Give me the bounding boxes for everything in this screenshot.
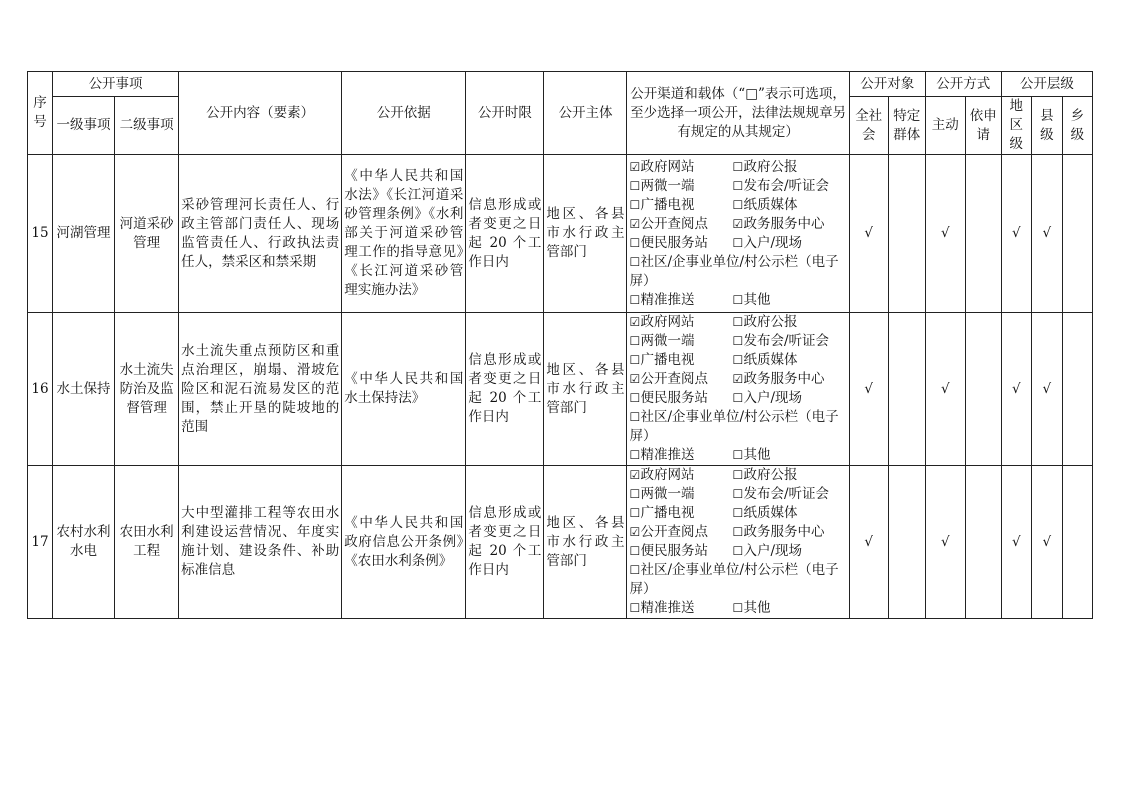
channel-option <box>629 158 732 177</box>
channel-option <box>732 389 846 408</box>
channel-label: 便民服务站 <box>640 234 708 251</box>
channel-label: 政府公报 <box>743 158 798 175</box>
unchecked-box-icon: ☐ <box>732 292 744 307</box>
channel-label: 精准推送 <box>640 600 695 616</box>
row-method-active: √ <box>925 155 965 313</box>
channel-label: 纸质媒体 <box>743 352 798 368</box>
unchecked-box-icon: ☐ <box>629 391 641 405</box>
row-target-specific <box>888 155 925 313</box>
channel-label: 政府公报 <box>743 467 798 483</box>
channel-option <box>629 313 732 332</box>
row-seq: 15 <box>28 155 53 313</box>
channel-option <box>732 542 846 561</box>
channel-label: 社区/企事业单位/村公示栏（电子屏） <box>629 562 839 597</box>
row-target-all: √ <box>849 466 888 619</box>
row-level-region: √ <box>1001 155 1031 313</box>
header-content: 公开内容（要素） <box>179 72 342 155</box>
channel-option <box>629 561 846 599</box>
header-level-region: 地区级 <box>1001 97 1031 155</box>
checked-box-icon: ☑ <box>629 159 641 174</box>
channel-option <box>732 234 846 253</box>
row-method-active: √ <box>925 313 965 466</box>
row-subject: 地区、各县市水行政主管部门 <box>544 155 627 313</box>
checked-box-icon: ☑ <box>629 315 641 329</box>
channel-label: 发布会/听证会 <box>743 333 830 349</box>
unchecked-box-icon: ☐ <box>629 563 641 577</box>
channel-label: 精准推送 <box>640 291 695 308</box>
unchecked-box-icon: ☐ <box>629 254 641 269</box>
row-time-limit: 信息形成或者变更之日起 20 个工作日内 <box>466 313 544 466</box>
unchecked-box-icon: ☐ <box>732 178 744 193</box>
row-level1: 农村水利水电 <box>53 466 115 619</box>
unchecked-box-icon: ☐ <box>629 334 641 348</box>
unchecked-box-icon: ☐ <box>732 468 744 482</box>
unchecked-box-icon: ☐ <box>732 197 744 212</box>
row-method-apply <box>965 155 1001 313</box>
channel-list <box>629 466 846 618</box>
channel-option <box>732 466 846 485</box>
row-target-all: √ <box>849 313 888 466</box>
channel-label: 便民服务站 <box>640 543 708 559</box>
channel-option <box>732 599 846 618</box>
row-level-town <box>1062 155 1092 313</box>
channel-option <box>732 523 846 542</box>
row-level1: 水土保持 <box>53 313 115 466</box>
channel-label: 入户/现场 <box>743 234 803 251</box>
channel-option <box>629 253 846 291</box>
row-basis: 《中华人民共和国水法》《长江河道采砂管理条例》《水利部关于河道采砂管理工作的指导意见》《长江河道采砂管理实施办法》 <box>342 155 466 313</box>
channel-label: 政府网站 <box>640 314 695 330</box>
channel-label: 政府网站 <box>640 158 695 175</box>
row-method-apply <box>965 313 1001 466</box>
channel-option <box>629 523 732 542</box>
row-subject: 地区、各县市水行政主管部门 <box>544 313 627 466</box>
header-target-all: 全社会 <box>849 97 888 155</box>
channel-list <box>629 313 846 465</box>
row-time-limit: 信息形成或者变更之日起 20 个工作日内 <box>466 466 544 619</box>
channel-list <box>629 158 846 310</box>
row-basis: 《中华人民共和国水土保持法》 <box>342 313 466 466</box>
header-method-group: 公开方式 <box>925 72 1001 97</box>
row-seq: 16 <box>28 313 53 466</box>
channel-option <box>732 313 846 332</box>
unchecked-box-icon: ☐ <box>732 601 744 615</box>
unchecked-box-icon: ☐ <box>732 315 744 329</box>
channel-option <box>629 291 732 310</box>
channel-label: 两微一端 <box>640 177 695 194</box>
unchecked-box-icon: ☐ <box>629 448 641 462</box>
channel-label: 发布会/听证会 <box>743 486 830 502</box>
channel-option <box>732 177 846 196</box>
channel-option <box>732 485 846 504</box>
unchecked-box-icon: ☐ <box>629 235 641 250</box>
header-target-specific: 特定群体 <box>888 97 925 155</box>
row-seq: 17 <box>28 466 53 619</box>
header-basis: 公开依据 <box>342 72 466 155</box>
channel-label: 两微一端 <box>640 486 695 502</box>
row-content: 大中型灌排工程等农田水利建设运营情况、年度实施计划、建设条件、补助标准信息 <box>179 466 342 619</box>
row-subject: 地区、各县市水行政主管部门 <box>544 466 627 619</box>
channel-option <box>732 158 846 177</box>
table-row <box>28 155 1093 313</box>
header-channels: 公开渠道和载体（“□”表示可选项，至少选择一项公开，法律法规规章另有规定的从其规定） <box>627 72 849 155</box>
channel-label: 精准推送 <box>640 447 695 463</box>
row-content: 水土流失重点预防区和重点治理区，崩塌、滑坡危险区和泥石流易发区的范围，禁止开垦的陡坡地的范围 <box>179 313 342 466</box>
unchecked-box-icon: ☐ <box>732 487 744 501</box>
row-level2: 农田水利工程 <box>115 466 179 619</box>
unchecked-box-icon: ☐ <box>629 506 641 520</box>
row-level-town <box>1062 313 1092 466</box>
header-method-active: 主动 <box>925 97 965 155</box>
row-level2: 水土流失防治及监督管理 <box>115 313 179 466</box>
channel-option <box>732 215 846 234</box>
channel-label: 社区/企事业单位/村公示栏（电子屏） <box>629 253 839 289</box>
channel-label: 其他 <box>743 447 771 463</box>
checked-box-icon: ☑ <box>629 468 641 482</box>
disclosure-table <box>27 71 1093 619</box>
channel-option <box>732 291 846 310</box>
channel-option <box>629 351 732 370</box>
channel-label: 广播电视 <box>640 505 695 521</box>
unchecked-box-icon: ☐ <box>732 448 744 462</box>
unchecked-box-icon: ☐ <box>629 353 641 367</box>
channel-option <box>732 196 846 215</box>
table-row <box>28 466 1093 619</box>
channel-option <box>629 196 732 215</box>
channel-option <box>629 504 732 523</box>
unchecked-box-icon: ☐ <box>629 601 641 615</box>
row-level2: 河道采砂管理 <box>115 155 179 313</box>
checked-box-icon: ☑ <box>629 525 641 539</box>
row-basis: 《中华人民共和国政府信息公开条例》《农田水利条例》 <box>342 466 466 619</box>
checked-box-icon: ☑ <box>732 372 744 386</box>
header-subject: 公开主体 <box>544 72 627 155</box>
row-target-specific <box>888 466 925 619</box>
row-level-region: √ <box>1001 313 1031 466</box>
channel-option <box>732 332 846 351</box>
checked-box-icon: ☑ <box>732 216 744 231</box>
channel-label: 其他 <box>743 600 771 616</box>
unchecked-box-icon: ☐ <box>629 178 641 193</box>
row-channels <box>627 313 849 466</box>
channel-option <box>629 234 732 253</box>
row-level-county: √ <box>1031 155 1062 313</box>
channel-option <box>629 542 732 561</box>
channel-label: 政务服务中心 <box>743 371 825 387</box>
channel-label: 广播电视 <box>640 196 695 213</box>
channel-label: 公开查阅点 <box>640 215 708 232</box>
channel-option <box>732 370 846 389</box>
row-level-town <box>1062 466 1092 619</box>
channel-option <box>629 389 732 408</box>
checked-box-icon: ☑ <box>629 216 641 231</box>
row-channels <box>627 155 849 313</box>
row-level-county: √ <box>1031 313 1062 466</box>
row-target-all: √ <box>849 155 888 313</box>
channel-option <box>629 599 732 618</box>
row-channels <box>627 466 849 619</box>
channel-label: 社区/企事业单位/村公示栏（电子屏） <box>629 409 839 444</box>
channel-option <box>629 332 732 351</box>
unchecked-box-icon: ☐ <box>732 334 744 348</box>
unchecked-box-icon: ☐ <box>732 235 744 250</box>
channel-option <box>629 466 732 485</box>
unchecked-box-icon: ☐ <box>629 487 641 501</box>
channel-option <box>732 504 846 523</box>
row-time-limit: 信息形成或者变更之日起 20 个工作日内 <box>466 155 544 313</box>
channel-option <box>629 215 732 234</box>
channel-label: 入户/现场 <box>743 390 803 406</box>
channel-label: 纸质媒体 <box>743 196 798 213</box>
row-level1: 河湖管理 <box>53 155 115 313</box>
unchecked-box-icon: ☐ <box>629 292 641 307</box>
checked-box-icon: ☑ <box>629 372 641 386</box>
unchecked-box-icon: ☐ <box>732 544 744 558</box>
channel-option <box>732 446 846 465</box>
channel-label: 两微一端 <box>640 333 695 349</box>
header-method-apply: 依申请 <box>965 97 1001 155</box>
channel-label: 纸质媒体 <box>743 505 798 521</box>
row-level-county: √ <box>1031 466 1062 619</box>
header-items-group: 公开事项 <box>53 72 179 97</box>
header-level2: 二级事项 <box>115 97 179 155</box>
header-time-limit: 公开时限 <box>466 72 544 155</box>
channel-option <box>732 351 846 370</box>
channel-label: 发布会/听证会 <box>743 177 830 194</box>
channel-label: 公开查阅点 <box>640 524 708 540</box>
unchecked-box-icon: ☐ <box>732 525 744 539</box>
unchecked-box-icon: ☐ <box>732 506 744 520</box>
channel-label: 政务服务中心 <box>743 215 825 232</box>
channel-label: 政府公报 <box>743 314 798 330</box>
row-target-specific <box>888 313 925 466</box>
channel-label: 广播电视 <box>640 352 695 368</box>
channel-label: 便民服务站 <box>640 390 708 406</box>
channel-label: 政府网站 <box>640 467 695 483</box>
header-level-town: 乡级 <box>1062 97 1092 155</box>
channel-option <box>629 408 846 446</box>
row-method-apply <box>965 466 1001 619</box>
channel-label: 其他 <box>743 291 771 308</box>
header-seq: 序号 <box>28 72 53 155</box>
table-row <box>28 313 1093 466</box>
channel-option <box>629 485 732 504</box>
row-level-region: √ <box>1001 466 1031 619</box>
row-method-active: √ <box>925 466 965 619</box>
channel-label: 政务服务中心 <box>743 524 825 540</box>
channel-option <box>629 177 732 196</box>
unchecked-box-icon: ☐ <box>732 353 744 367</box>
unchecked-box-icon: ☐ <box>629 544 641 558</box>
unchecked-box-icon: ☐ <box>629 410 641 424</box>
header-level-group: 公开层级 <box>1001 72 1092 97</box>
header-level1: 一级事项 <box>53 97 115 155</box>
channel-label: 入户/现场 <box>743 543 803 559</box>
header-level-county: 县级 <box>1031 97 1062 155</box>
header-target-group: 公开对象 <box>849 72 925 97</box>
channel-option <box>629 446 732 465</box>
unchecked-box-icon: ☐ <box>629 197 641 212</box>
unchecked-box-icon: ☐ <box>732 159 744 174</box>
channel-option <box>629 370 732 389</box>
unchecked-box-icon: ☐ <box>732 391 744 405</box>
row-content: 采砂管理河长责任人、行政主管部门责任人、现场监管责任人、行政执法责任人，禁采区和禁采期 <box>179 155 342 313</box>
channel-label: 公开查阅点 <box>640 371 708 387</box>
